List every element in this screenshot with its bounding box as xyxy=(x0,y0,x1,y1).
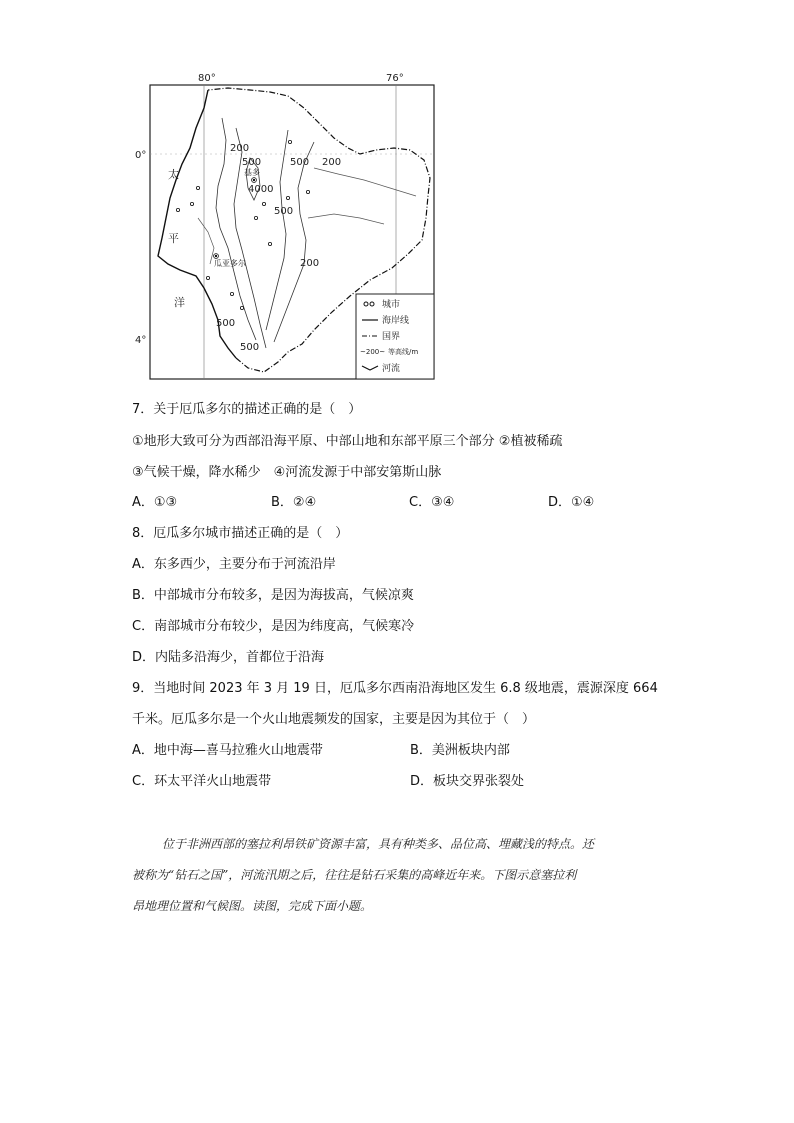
city-label-guayaquil: 瓜亚多尔 xyxy=(214,259,246,268)
q9-option-d[interactable]: D．板块交界张裂处 xyxy=(410,774,525,789)
contour-label-500-d: 500 xyxy=(216,318,236,329)
q8-option-c[interactable]: C．南部城市分布较少，是因为纬度高，气候寒冷 xyxy=(132,619,415,634)
contour-label-500-c: 500 xyxy=(274,206,294,217)
lon-label-76: 76° xyxy=(386,73,404,84)
q9-option-b[interactable]: B．美洲板块内部 xyxy=(410,743,510,758)
passage-line-1: 位于非洲西部的塞拉利昂铁矿资源丰富，具有种类多、品位高、埋藏浅的特点。还 xyxy=(162,837,595,851)
q7-option-c[interactable]: C．③④ xyxy=(409,495,455,510)
q9-stem-line-1: 9．当地时间 2023 年 3 月 19 日，厄瓜多尔西南沿海地区发生 6.8 级地震，震源深度 664 xyxy=(132,681,658,696)
ecuador-map xyxy=(135,68,442,384)
ocean-char-1: 太 xyxy=(168,168,179,181)
legend-contour: 等高线/m xyxy=(388,348,419,356)
q9-option-c[interactable]: C．环太平洋火山地震带 xyxy=(132,774,272,789)
river-1 xyxy=(314,168,416,196)
q8-option-d[interactable]: D．内陆多沿海少，首都位于沿海 xyxy=(132,650,325,665)
q7-option-b[interactable]: B．②④ xyxy=(271,495,317,510)
contour-500-east xyxy=(266,130,288,330)
q9-option-a[interactable]: A．地中海—喜马拉雅火山地震带 xyxy=(132,743,323,758)
legend-border: 国界 xyxy=(382,332,401,342)
ocean-char-3: 洋 xyxy=(174,296,185,309)
legend-city: 城市 xyxy=(382,300,401,310)
city-label-capital: 基多 xyxy=(244,168,260,177)
reading-passage xyxy=(132,829,662,922)
contour-label-200-c: 200 xyxy=(300,258,320,269)
q9-stem-line-2: 千米。厄瓜多尔是一个火山地震频发的国家，主要是因为其位于（ ） xyxy=(132,712,536,727)
contour-label-500-b: 500 xyxy=(290,157,310,168)
contour-label-200-b: 200 xyxy=(322,157,342,168)
passage-line-3: 昂地理位置和气候图。读图，完成下面小题。 xyxy=(132,899,373,913)
lat-label-0: 0° xyxy=(135,150,147,161)
contour-label-4000: 4000 xyxy=(248,184,274,195)
lat-label-4: 4° xyxy=(135,335,147,346)
q7-option-a[interactable]: A．①③ xyxy=(132,495,178,510)
passage-line-2: 被称为“钻石之国”，河流汛期之后，往往是钻石采集的高峰近年来。下图示意塞拉利 xyxy=(132,868,577,882)
contour-label-500-a: 500 xyxy=(242,157,262,168)
q7-statement-2: ③气候干燥，降水稀少 ④河流发源于中部安第斯山脉 xyxy=(132,465,442,480)
q7-stem: 7．关于厄瓜多尔的描述正确的是（ ） xyxy=(132,402,362,417)
q7-option-d[interactable]: D．①④ xyxy=(548,495,595,510)
river-3 xyxy=(198,218,214,264)
q8-stem: 8．厄瓜多尔城市描述正确的是（ ） xyxy=(132,526,349,541)
legend-river: 河流 xyxy=(382,364,401,374)
q7-statement-1: ①地形大致可分为西部沿海平原、中部山地和东部平原三个部分 ②植被稀疏 xyxy=(132,434,563,449)
q8-option-b[interactable]: B．中部城市分布较多，是因为海拔高，气候凉爽 xyxy=(132,588,414,603)
lon-label-80: 80° xyxy=(198,73,216,84)
map-legend xyxy=(356,294,434,379)
legend-coastline: 海岸线 xyxy=(382,316,410,326)
q8-option-a[interactable]: A．东多西少，主要分布于河流沿岸 xyxy=(132,557,336,572)
legend-contour-value: ~200~ xyxy=(360,348,386,356)
contour-200-east xyxy=(274,142,314,342)
river-2 xyxy=(308,214,384,224)
contour-label-500-e: 500 xyxy=(240,342,260,353)
ocean-char-2: 平 xyxy=(168,232,179,245)
contour-label-200-a: 200 xyxy=(230,143,250,154)
